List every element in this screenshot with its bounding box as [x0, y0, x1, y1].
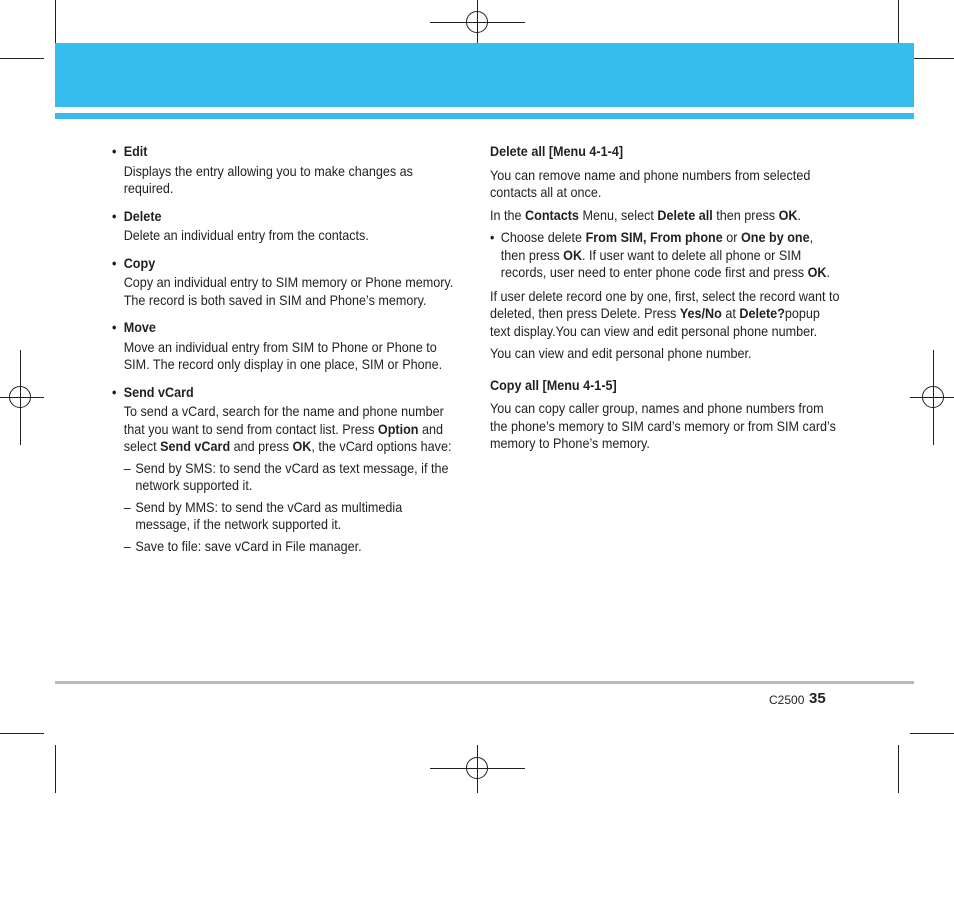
text-run: and select [123, 420, 444, 454]
delete-title: Delete [123, 207, 162, 224]
text-run: . [797, 206, 801, 223]
copy-all-title: Copy all [Menu 4-1-5] [490, 376, 617, 393]
model-label: C2500 [769, 693, 805, 707]
delete-text: Delete an individual entry from the contacts. [123, 227, 369, 243]
edit-section [112, 143, 459, 198]
text-run: , then press [500, 229, 814, 263]
from-sim-phone-keyword: From SIM, From phone [585, 229, 723, 245]
dash-icon: – [123, 537, 131, 554]
delete-all-intro: You can remove name and phone numbers from selected contacts all at once. [490, 166, 811, 200]
text-run: . If user want to delete all phone or SIM records, user need to enter phone code first and press [500, 246, 808, 280]
bullet-icon: • [112, 319, 117, 335]
ok-keyword: OK [807, 264, 827, 280]
edit-title: Edit [123, 143, 148, 159]
text-run: or [722, 229, 741, 245]
move-text: Move an individual entry from SIM to Phone or Phone to SIM. The record only display in one place, SIM or Phone. [123, 338, 443, 372]
vcard-option-text: Send by MMS: to send the vCard as multimedia message, if the network supported it. [135, 498, 403, 532]
crop-mark [910, 733, 954, 734]
header-rule [55, 113, 914, 119]
ok-keyword: OK [563, 246, 583, 263]
one-by-one-keyword: One by one [740, 229, 810, 245]
page-number: 35 [809, 690, 826, 707]
vcard-option-text: Send by SMS: to send the vCard as text message, if the network supported it. [135, 459, 449, 493]
registration-circle [9, 386, 31, 408]
crop-mark [0, 58, 44, 59]
copy-section [112, 255, 459, 310]
edit-text: Displays the entry allowing you to make changes as required. [123, 162, 413, 196]
send-vcard-keyword: Send vCard [160, 438, 231, 454]
registration-circle [922, 386, 944, 408]
text-run: at [721, 305, 740, 321]
crop-mark [55, 745, 56, 793]
copy-text: Copy an individual entry to SIM memory or Phone memory. The record is both saved in SIM and Phone’s memory. [123, 274, 454, 308]
registration-circle [466, 11, 488, 33]
delete-section [112, 208, 459, 245]
copy-title: Copy [123, 254, 156, 271]
option-keyword: Option [377, 420, 419, 437]
text-run: Menu, select [578, 206, 658, 223]
dash-icon: – [123, 459, 131, 476]
text-run: popup text display.You can view and edit personal phone number. [490, 305, 820, 339]
delete-all-keyword: Delete all [657, 206, 713, 223]
text-run: In the [490, 206, 526, 223]
crop-mark [910, 58, 954, 59]
bullet-icon: • [490, 229, 495, 245]
send-vcard-text [124, 403, 459, 456]
text-run: then press [712, 206, 779, 223]
header-band [55, 43, 914, 107]
registration-circle [466, 757, 488, 779]
right-column [490, 143, 841, 458]
text-run: If user delete record one by one, first, select the record want to deleted, then press Delete. Press [490, 287, 840, 321]
send-vcard-title: Send vCard [123, 383, 194, 400]
copy-all-text: You can copy caller group, names and phone numbers from the phone’s memory to SIM card’s memory or from SIM card’s memory to Phone’s memory. [490, 400, 836, 451]
text-run: Choose delete [500, 229, 586, 245]
ok-keyword: OK [292, 438, 312, 454]
move-section [112, 319, 459, 374]
ok-keyword: OK [778, 206, 798, 223]
move-title: Move [123, 319, 156, 335]
footer-rule [55, 681, 914, 684]
delete-one-by-one-text [490, 288, 841, 341]
contacts-keyword: Contacts [525, 206, 579, 223]
vcard-option-item [124, 538, 459, 556]
crop-mark [0, 733, 44, 734]
dash-icon: – [123, 498, 131, 515]
delete-prompt-keyword: Delete? [739, 305, 785, 321]
bullet-icon: • [112, 207, 117, 224]
crop-mark [898, 0, 899, 48]
crop-mark [55, 0, 56, 48]
yes-no-keyword: Yes/No [679, 305, 722, 321]
text-run: . [826, 264, 830, 280]
delete-all-instructions [490, 207, 841, 225]
delete-all-title: Delete all [Menu 4-1-4] [490, 143, 624, 159]
bullet-icon: • [112, 254, 117, 271]
vcard-option-item [124, 460, 459, 495]
send-vcard-section [112, 384, 459, 556]
delete-all-bullet [490, 229, 841, 282]
view-edit-text: You can view and edit personal phone number. [490, 345, 752, 361]
vcard-option-item [124, 499, 459, 534]
vcard-option-text: Save to file: save vCard in File manager. [135, 537, 362, 554]
bullet-icon: • [112, 143, 117, 159]
bullet-icon: • [112, 383, 117, 400]
text-run: , the vCard options have: [311, 438, 452, 454]
crop-mark [898, 745, 899, 793]
text-run: To send a vCard, search for the name and phone number that you want to send from contact list. Press [123, 403, 444, 437]
text-run: and press [230, 438, 293, 454]
left-column [112, 143, 459, 565]
